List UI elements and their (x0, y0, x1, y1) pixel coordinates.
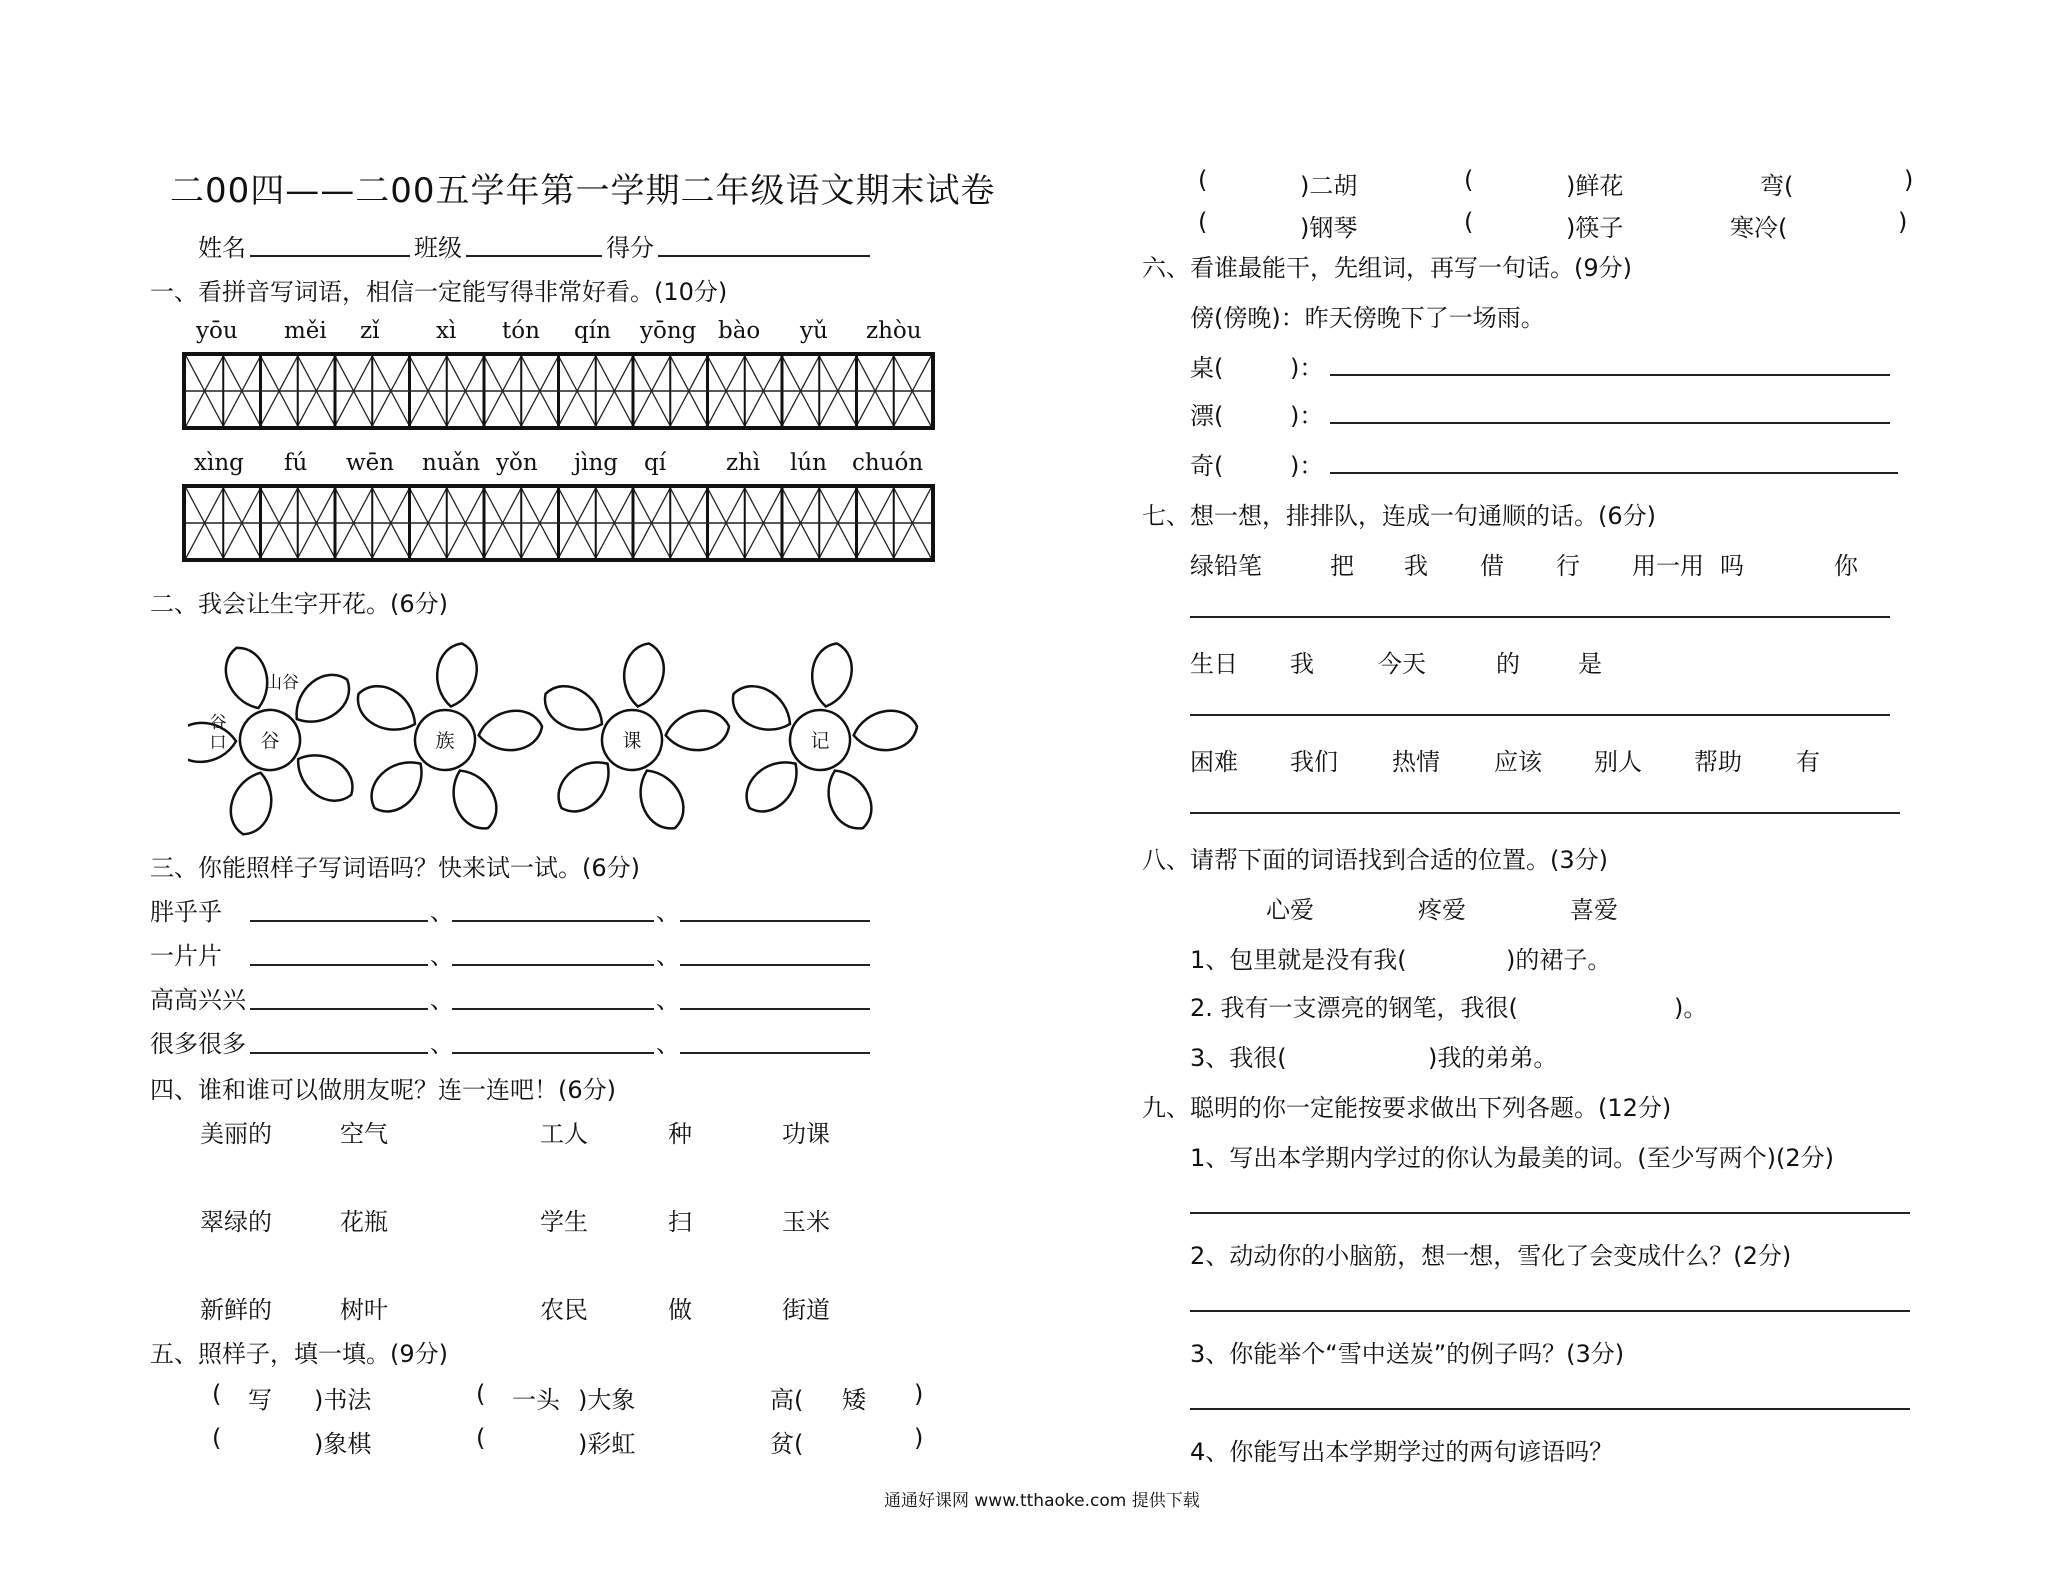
item-9-close: )钢琴 (1300, 214, 1358, 242)
word-close-2: )： (1290, 452, 1324, 480)
pattern-word-1: 一片片 (150, 942, 222, 970)
pattern-word-3: 很多很多 (150, 1030, 246, 1058)
order-word-0-3[interactable]: 借 (1480, 552, 1504, 580)
word-choice-1: 心爱 (1266, 896, 1314, 924)
section2-heading: 二、我会让生字开花。(6分) (150, 590, 448, 618)
order-answer-line-0[interactable] (1190, 616, 1890, 618)
item-2-open: 高( (770, 1386, 804, 1414)
answer-line-9-3[interactable] (1190, 1408, 1910, 1410)
word-char-1: 漂( (1190, 402, 1224, 430)
match-col3-2[interactable]: 农民 (540, 1296, 588, 1324)
grid-cells (186, 488, 931, 558)
match-col2-2[interactable]: 树叶 (340, 1296, 388, 1324)
order-word-2-4[interactable]: 别人 (1594, 748, 1642, 776)
item-0-close: )书法 (314, 1386, 372, 1414)
word-close-0: )： (1290, 354, 1324, 382)
word-char-0: 桌( (1190, 354, 1224, 382)
match-col5-1[interactable]: 玉米 (782, 1208, 830, 1236)
order-word-0-2[interactable]: 我 (1404, 552, 1428, 580)
item-6-open: ( (1198, 166, 1208, 194)
separator-3-b: 、 (656, 1030, 680, 1058)
answer-blank-0-b[interactable] (452, 920, 654, 922)
order-word-0-6[interactable]: 吗 (1720, 552, 1744, 580)
footer: 通通好课网 www.tthaoke.com 提供下载 (884, 1491, 1200, 1511)
pinyin-1-7: bào (718, 318, 761, 344)
item-7-open: ( (1464, 166, 1474, 194)
flower-center-3: 课 (622, 730, 642, 752)
answer-blank-1-b[interactable] (452, 964, 654, 966)
section7-heading: 七、想一想，排排队，连成一句通顺的话。(6分) (1142, 502, 1656, 530)
answer-line-9-2[interactable] (1190, 1310, 1910, 1312)
answer-blank-1-c[interactable] (680, 964, 870, 966)
section1-heading: 一、看拼音写词语，相信一定能写得非常好看。(10分) (150, 278, 728, 306)
separator-1-a: 、 (430, 942, 454, 970)
match-col4-2[interactable]: 做 (668, 1296, 692, 1324)
order-word-2-0[interactable]: 困难 (1190, 748, 1238, 776)
word-choice-3: 喜爱 (1570, 896, 1618, 924)
separator-0-b: 、 (656, 898, 680, 926)
score-label: 得分 (606, 234, 654, 262)
item-9-open: ( (1198, 208, 1208, 236)
name-label: 姓名 (198, 234, 246, 262)
question9-3: 3、你能举个“雪中送炭”的例子吗？(3分) (1190, 1340, 1625, 1368)
question8-2-b: )。 (1674, 994, 1708, 1022)
item-7-close: )鲜花 (1566, 172, 1624, 200)
pinyin-2-3: nuǎn (422, 450, 481, 476)
order-word-1-2[interactable]: 今天 (1378, 650, 1426, 678)
question9-1: 1、写出本学期内学过的你认为最美的词。(至少写两个)(2分) (1190, 1144, 1834, 1172)
item-2-close: ) (914, 1380, 924, 1408)
order-word-1-0[interactable]: 生日 (1190, 650, 1238, 678)
item-4-open: ( (476, 1424, 486, 1452)
pinyin-1-3: xì (436, 318, 457, 344)
pinyin-1-2: zǐ (360, 318, 380, 344)
item-8-close: ) (1904, 166, 1914, 194)
writing-grid-2[interactable] (182, 484, 935, 562)
answer-blank-0-a[interactable] (250, 920, 428, 922)
pinyin-2-5: jìng (574, 450, 619, 476)
item-1-close: )大象 (578, 1386, 636, 1414)
word-char-2: 奇( (1190, 452, 1224, 480)
word-choice-2: 疼爱 (1418, 896, 1466, 924)
sentence-line-1[interactable] (1330, 422, 1890, 424)
flower-center-1: 谷 (260, 730, 280, 752)
sentence-line-0[interactable] (1330, 374, 1890, 376)
question9-2: 2、动动你的小脑筋，想一想，雪化了会变成什么？(2分) (1190, 1242, 1792, 1270)
pinyin-2-6: qí (644, 450, 667, 476)
match-col5-2[interactable]: 街道 (782, 1296, 830, 1324)
item-1-answer[interactable]: 一头 (512, 1386, 560, 1414)
question8-1-a: 1、包里就是没有我( (1190, 946, 1407, 974)
pinyin-1-1: měi (284, 318, 327, 344)
item-11-close: ) (1898, 208, 1908, 236)
pinyin-1-9: zhòu (866, 318, 922, 344)
pinyin-1-4: tón (502, 318, 540, 344)
order-word-1-4[interactable]: 是 (1578, 650, 1602, 678)
item-2-answer[interactable]: 矮 (842, 1386, 866, 1414)
question8-1-b: )的裙子。 (1506, 946, 1612, 974)
item-1-open: ( (476, 1380, 486, 1408)
order-word-0-7[interactable]: 你 (1834, 552, 1858, 580)
separator-2-b: 、 (656, 986, 680, 1014)
name-field[interactable] (250, 255, 410, 257)
section5-heading: 五、照样子，填一填。(9分) (150, 1340, 448, 1368)
match-col4-0[interactable]: 种 (668, 1120, 692, 1148)
separator-3-a: 、 (430, 1030, 454, 1058)
order-word-2-5[interactable]: 帮助 (1694, 748, 1742, 776)
answer-blank-0-c[interactable] (680, 920, 870, 922)
class-field[interactable] (466, 255, 602, 257)
separator-2-a: 、 (430, 986, 454, 1014)
pinyin-2-0: xìng (194, 450, 244, 476)
order-word-2-6[interactable]: 有 (1796, 748, 1820, 776)
section8-heading: 八、请帮下面的词语找到合适的位置。(3分) (1142, 846, 1608, 874)
writing-grid-1[interactable] (182, 352, 935, 430)
item-11-open: 寒冷( (1730, 214, 1788, 242)
item-10-close: )筷子 (1566, 214, 1624, 242)
item-4-close: )彩虹 (578, 1430, 636, 1458)
item-3-open: ( (212, 1424, 222, 1452)
section6-example: 傍(傍晚)：昨天傍晚下了一场雨。 (1190, 304, 1545, 332)
match-col1-1[interactable]: 翠绿的 (200, 1208, 272, 1236)
answer-blank-1-a[interactable] (250, 964, 428, 966)
pinyin-2-9: chuón (852, 450, 924, 476)
match-col3-1[interactable]: 学生 (540, 1208, 588, 1236)
pinyin-2-8: lún (790, 450, 827, 476)
answer-blank-3-c[interactable] (680, 1052, 870, 1054)
match-col1-0[interactable]: 美丽的 (200, 1120, 272, 1148)
section9-heading: 九、聪明的你一定能按要求做出下列各题。(12分) (1142, 1094, 1672, 1122)
answer-blank-2-b[interactable] (452, 1008, 654, 1010)
sentence-line-2[interactable] (1330, 472, 1898, 474)
pinyin-1-5: qín (574, 318, 611, 344)
order-word-2-2[interactable]: 热情 (1392, 748, 1440, 776)
order-word-1-1[interactable]: 我 (1290, 650, 1314, 678)
item-5-open: 贫( (770, 1430, 804, 1458)
answer-blank-3-a[interactable] (250, 1052, 428, 1054)
question8-2-a: 2. 我有一支漂亮的钢笔，我很( (1190, 994, 1518, 1022)
flower-1 (170, 630, 394, 840)
match-col2-0[interactable]: 空气 (340, 1120, 388, 1148)
separator-0-a: 、 (430, 898, 454, 926)
order-answer-line-1[interactable] (1190, 714, 1890, 716)
flower-center-4: 记 (810, 730, 830, 752)
item-8-open: 弯( (1760, 172, 1794, 200)
order-word-0-0[interactable]: 绿铅笔 (1190, 552, 1262, 580)
pattern-word-2: 高高兴兴 (150, 986, 246, 1014)
order-word-2-3[interactable]: 应该 (1494, 748, 1542, 776)
section6-heading: 六、看谁最能干，先组词，再写一句话。(9分) (1142, 254, 1632, 282)
answer-line-9-1[interactable] (1190, 1212, 1910, 1214)
match-col4-1[interactable]: 扫 (668, 1208, 692, 1236)
item-6-close: )二胡 (1300, 172, 1358, 200)
item-0-answer[interactable]: 写 (248, 1386, 272, 1414)
item-0-open: ( (212, 1380, 222, 1408)
flower-center-2: 族 (435, 730, 455, 752)
answer-blank-3-b[interactable] (452, 1052, 654, 1054)
question9-4: 4、你能写出本学期学过的两句谚语吗？ (1190, 1438, 1614, 1466)
order-word-0-4[interactable]: 行 (1556, 552, 1580, 580)
match-col5-0[interactable]: 功课 (782, 1120, 830, 1148)
page-title: 二00四——二00五学年第一学期二年级语文期末试卷 (170, 171, 996, 211)
pinyin-2-7: zhì (726, 450, 761, 476)
pinyin-2-4: yǒn (496, 450, 538, 476)
item-5-close: ) (914, 1424, 924, 1452)
question8-3-b: )我的弟弟。 (1428, 1044, 1558, 1072)
separator-1-b: 、 (656, 942, 680, 970)
order-word-1-3[interactable]: 的 (1496, 650, 1520, 678)
order-word-0-5[interactable]: 用一用 (1632, 552, 1704, 580)
answer-blank-2-c[interactable] (680, 1008, 870, 1010)
item-3-close: )象棋 (314, 1430, 372, 1458)
flower-diagram (170, 630, 930, 840)
pinyin-1-0: yōu (196, 318, 238, 344)
pinyin-2-1: fú (284, 450, 308, 476)
question8-3-a: 3、我很( (1190, 1044, 1287, 1072)
section3-heading: 三、你能照样子写词语吗？快来试一试。(6分) (150, 854, 640, 882)
pinyin-1-8: yǔ (800, 318, 828, 344)
class-label: 班级 (414, 234, 462, 262)
answer-blank-2-a[interactable] (250, 1008, 428, 1010)
pinyin-1-6: yōng (640, 318, 697, 344)
score-field[interactable] (658, 255, 870, 257)
section4-heading: 四、谁和谁可以做朋友呢？连一连吧！(6分) (150, 1076, 616, 1104)
pattern-word-0: 胖乎乎 (150, 898, 222, 926)
match-col2-1[interactable]: 花瓶 (340, 1208, 388, 1236)
match-col1-2[interactable]: 新鲜的 (200, 1296, 272, 1324)
flower-petal-shangu: 山谷 (265, 673, 299, 693)
pinyin-2-2: wēn (346, 450, 395, 476)
flower-petal-gu: 谷 (209, 713, 227, 733)
word-close-1: )： (1290, 402, 1324, 430)
order-answer-line-2[interactable] (1190, 812, 1900, 814)
grid-cells (186, 356, 931, 426)
order-word-0-1[interactable]: 把 (1330, 552, 1354, 580)
flower-petal-kou: 口 (209, 733, 227, 753)
match-col3-0[interactable]: 工人 (540, 1120, 588, 1148)
item-10-open: ( (1464, 208, 1474, 236)
order-word-2-1[interactable]: 我们 (1290, 748, 1338, 776)
